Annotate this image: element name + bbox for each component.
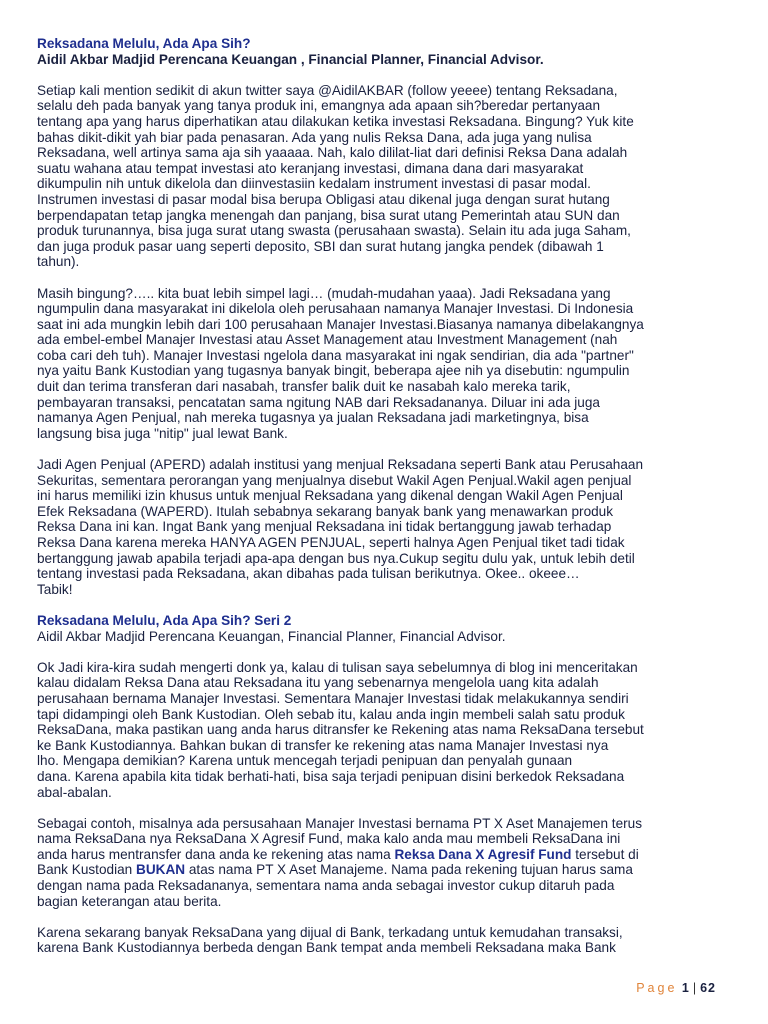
article-title-2: Reksadana Melulu, Ada Apa Sih? Seri 2 [37,612,292,628]
paragraph [37,816,737,910]
document-page [37,36,737,956]
paragraph: Jadi Agen Penjual (APERD) adalah institusi yang menjual Reksadana seperti Bank atau Perusahaan Sekuritas, sementara perorangan yang menjualnya disebut Wakil Agen Penjual.Wakil agen penjual ini harus memiliki izin khusus untuk menjual Reksadana yang dikenal dengan Wakil Agen Penjual Efek Reksadana (WAPERD). Itulah sebabnya sekarang banyak bank yang menawarkan produk Reksa Dana ini kan. Ingat Bank yang menjual Reksadana ini tidak bertanggung jawab terhadap Reksa Dana karena mereka HANYA AGEN PENJUAL, seperti halnya Agen Penjual tiket tadi tidak bertanggung jawab apabila terjadi apa-apa dengan bus nya.Cukup segitu dulu yak, untuk lebih detil tentang investasi pada Reksadana, akan dibahas pada tulisan berikutnya. Okee.. okeee… Tabik! [37,457,644,597]
page-separator: | [692,981,698,995]
paragraph: Karena sekarang banyak ReksaDana yang dijual di Bank, terkadang untuk kemudahan transaksi, karena Bank Kustodiannya berbeda dengan Bank tempat anda membeli Reksadana maka Bank [37,924,623,956]
paragraph: Setiap kali mention sedikit di akun twitter saya @AidilAKBAR (follow yeeee) tentang Reksadana, selalu deh pada banyak yang tanya produk ini, emangnya ada apaan sih?beredar pertanyaan tentang apa yang harus diperhatikan atau dilakukan ketika investasi Reksadana. Bingung? Yuk kite bahas dikit-dikit yah biar pada penasaran. Ada yang nulis Reksa Dana, ada juga yang nulisa Reksadana, well artinya sama aja sih yaaaaa. Nah, kalo dililat-liat dari definisi Reksa Dana adalah suatu wahana atau tempat investasi ato keranjang investasi, dimana dana dari masyarakat dikumpulin nih untuk dikelola dan diinvestasiin kedalam instrument investasi di pasar modal. Instrumen investasi di pasar modal bisa berupa Obligasi atau dikenal juga dengan surat hutang berpendapatan tetap jangka menengah dan panjang, bisa surat utang Pemerintah atau SUN dan produk turunannya, bisa juga surat utang swasta (perusahaan swasta). Selain itu ada juga Saham, dan juga produk pasar uang seperti deposito, SBI dan surat hutang jangka pendek (dibawah 1 tahun). [37,82,634,270]
highlight-fund-name: Reksa Dana X Agresif Fund [394,846,572,862]
paragraph-text: tersebut di Bank Kustodian [37,846,639,878]
page-number: 1 [681,981,690,995]
paragraph: Masih bingung?….. kita buat lebih simpel lagi… (mudah-mudahan yaaa). Jadi Reksadana yang ngumpulin dana masyarakat ini dikelola oleh perusahaan namanya Manajer Investasi. Di Indonesia saat ini ada mungkin lebih dari 100 perusahaan Manajer Investasi.Biasanya namanya dibelakangnya ada embel-embel Manajer Investasi atau Asset Management atau Investment Management (nah coba cari deh tuh). Manajer Investasi ngelola dana masyarakat ini ngak sendirian, dia ada "partner" nya yaitu Bank Kustodian yang tugasnya banyak bingit, beberapa ajee nih ya disebutin: ngumpulin duit dan terima transferan dari nasabah, transfer balik duit ke nasabah kalo mereka tarik, pembayaran transaksi, pencatatan sama ngitung NAB dari Reksadananya. Diluar ini ada juga namanya Agen Penjual, nah mereka tugasnya ya jualan Reksadana jadi marketingnya, bisa langsung bisa juga "nitip" jual lewat Bank. [37,285,644,441]
article-author: Aidil Akbar Madjid Perencana Keuangan , Financial Planner, Financial Advisor. [37,51,544,67]
article-author-2: Aidil Akbar Madjid Perencana Keuangan, Financial Planner, Financial Advisor. [37,628,506,644]
page-total: 62 [700,981,716,995]
article-title: Reksadana Melulu, Ada Apa Sih? [37,36,251,51]
page-footer [636,981,716,995]
paragraph-text: atas nama PT X Aset Manajeme. Nama pada rekening tujuan harus sama dengan nama pada Reksadananya, sementara nama anda sebagai investor cukup ditaruh pada bagian keterangan atau berita. [37,862,633,909]
highlight-bukan: BUKAN [136,862,186,878]
paragraph: Ok Jadi kira-kira sudah mengerti donk ya, kalau di tulisan saya sebelumnya di blog ini menceritakan kalau didalam Reksa Dana atau Reksadana itu yang sebenarnya mengelola uang kita adalah perusahaan bernama Manajer Investasi. Sementara Manajer Investasi tidak melakukannya sendiri tapi didampingi oleh Bank Kustodian. Oleh sebab itu, kalau anda ingin membeli salah satu produk ReksaDana, maka pastikan uang anda harus ditransfer ke Rekening atas nama ReksaDana tersebut ke Bank Kustodiannya. Bahkan bukan di transfer ke rekening atas nama Manajer Investasi nya lho. Mengapa demikian? Karena untuk mencegah terjadi penipuan dan penyalah gunaan dana. Karena apabila kita tidak berhati-hati, bisa saja terjadi penipuan disini berkedok Reksadana abal-abalan. [37,659,644,800]
paragraph-text: Sebagai contoh, misalnya ada persusahaan Manajer Investasi bernama PT X Aset Manajemen terus nama ReksaDana nya ReksaDana X Agresif Fund, maka kalo anda mau membeli ReksaDana ini anda harus mentransfer dana anda ke rekening atas nama [37,815,643,862]
page-label: Page [636,981,678,995]
